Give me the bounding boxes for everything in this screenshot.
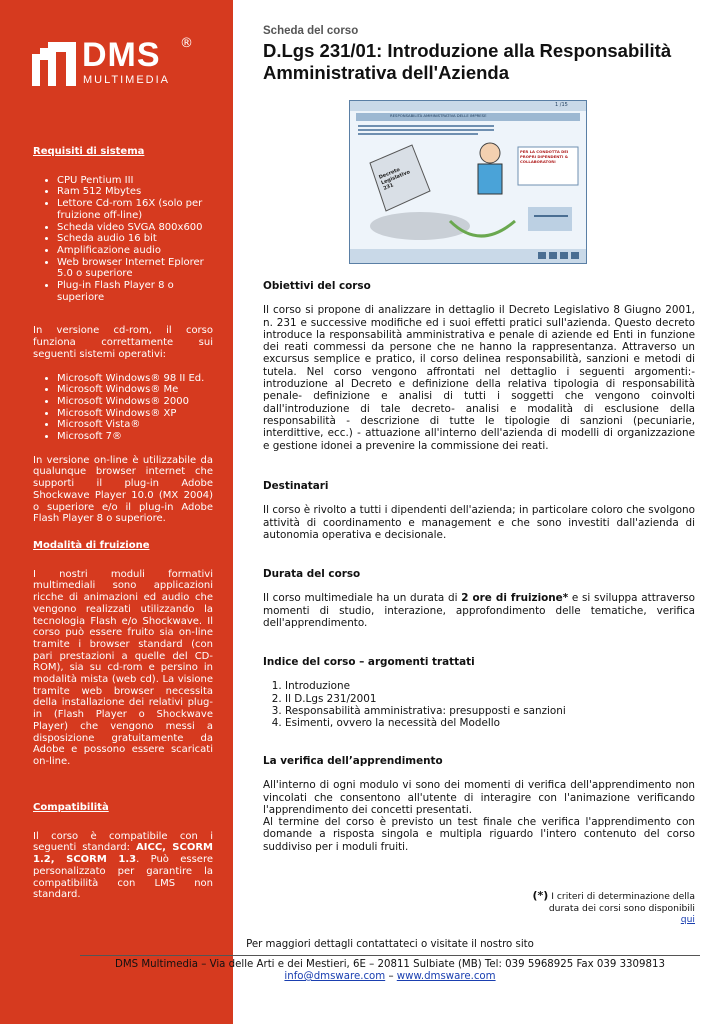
list-item: • Ram 512 Mbytes	[57, 186, 213, 198]
objectives-text: Il corso si propone di analizzare in dettaglio il Decreto Legislativo 8 Giugno 2001, n. 231 e successive modifiche ed i suoi effetti pratici sull'azienda. Questo decreto introduce la responsabilità amministrativa e penale di aziende ed Enti in funzione dei reati commessi da persone che ne hanno la rappresentanza. Attraverso un excursus semplice e pratico, il corso delinea responsabilità, sanzioni e metodi di tutela. Nel corso vengono affrontati nel dettaglio i seguenti argomenti:- introduzione al Decreto e definizione della relativa tipologia di responsabilità penale- definizione e analisi di tutti i soggetti che vengono coinvolti dall'introduzione di tale decreto- analisi e modalità di esclusione della responsabilità - descrizione di tutte le tipologie di sanzioni (pecuniarie, interdittive, ecc.) - attuazione all'interno dell'azienda di modelli di organizzazione e gestione idonei a prevenire la commissione dei reati.	[263, 304, 695, 452]
target-section	[263, 480, 695, 541]
footer-address: DMS Multimedia – Via delle Arti e dei Mestieri, 6E – 20811 Sulbiate (MB) Tel: 039 5968925 Fax 039 3309813	[115, 959, 665, 970]
list-item: • Scheda video SVGA 800x600	[57, 222, 213, 234]
online-text: In versione on-line è utilizzabile da qualunque browser internet che supporti il plug-in Adobe Shockwave Player 10.0 (MX 2004) o superiore e/o il plug-in Adobe Flash Player 8 o superiore.	[33, 454, 213, 525]
website-link[interactable]: www.dmsware.com	[396, 971, 496, 982]
footer-divider	[80, 955, 700, 956]
index-list	[263, 680, 695, 729]
requirements-section	[33, 146, 213, 525]
target-text: Il corso è rivolto a tutti i dipendenti dell'azienda; in particolare coloro che svolgono attività di coordinamento e management e che sono investiti dall'azienda di autonomia operativa e decisionale.	[263, 504, 695, 541]
duration-title: Durata del corso	[263, 568, 361, 580]
preview-page-number: 1 /15	[555, 102, 568, 108]
index-title: Indice del corso – argomenti trattati	[263, 656, 475, 668]
duration-text: Il corso multimediale ha un durata di 2 ore di fruizione* e si sviluppa attraverso momenti di studio, interazione, approfondimento delle tematiche, verifica dell'apprendimento.	[263, 592, 695, 629]
list-item: • Microsoft Windows® Me	[57, 384, 213, 396]
preview-box-title: PER LA CONDOTTA DEI PROPRI DIPENDENTI & COLLABORATORI	[520, 149, 569, 164]
logo-name: DMS	[82, 36, 161, 74]
sidebar	[0, 0, 233, 1024]
index-section	[263, 656, 695, 729]
list-item: • Microsoft Windows® XP	[57, 408, 213, 420]
page-title: D.Lgs 231/01: Introduzione alla Responsabilità Amministrativa dell'Azienda	[263, 40, 672, 83]
duration-section	[263, 568, 695, 629]
logo-registered: ®	[180, 36, 193, 51]
verification-text-1: All'interno di ogni modulo vi sono dei momenti di verifica dell'apprendimento non vincolati che consentono all'utente di interagire con l'animazione verificando l'apprendimento dei concetti presentati.	[263, 779, 695, 816]
course-kicker: Scheda del corso	[263, 25, 359, 37]
list-item: • Plug-in Flash Player 8 o superiore	[57, 280, 213, 303]
objectives-section	[263, 280, 695, 452]
requirements-list	[33, 175, 213, 304]
dms-logo	[30, 36, 200, 88]
preview-book-title: Decreto Legislativo 231	[378, 166, 412, 192]
target-title: Destinatari	[263, 480, 329, 492]
list-item: • Microsoft Vista®	[57, 419, 213, 431]
compat-standards: AICC, SCORM 1.2, SCORM 1.3	[33, 842, 213, 866]
footnote-link[interactable]: qui	[680, 914, 695, 925]
objectives-title: Obiettivi del corso	[263, 280, 371, 292]
compat-section	[33, 802, 213, 901]
mode-text: I nostri moduli formativi multimediali sono applicazioni ricche di animazioni ed audio che vengono realizzati utilizzando la tecnologia Flash e/o Shockwave. Il corso può essere fruito sia on-line tramite i browser standard (con pari prestazioni a quelle del CD-ROM), sia su cd-rom e persino in modalità mista (web cd). La visione tramite web browser necessita della installazione dei relativi plug-in (Flash Player o Shockwave Player) che vengono messi a disposizione gratuitamente da Adobe e possono essere scaricati on-line.	[33, 568, 213, 767]
requirements-title: Requisiti di sistema	[33, 146, 145, 157]
list-item: • Amplificazione audio	[57, 245, 213, 257]
cdrom-text: In versione cd-rom, il corso funziona correttamente sui seguenti sistemi operativi:	[33, 325, 213, 360]
mode-title: Modalità di fruizione	[33, 540, 150, 551]
duration-footnote	[505, 890, 695, 926]
list-item: • Microsoft Windows® 98 II Ed.	[57, 373, 213, 385]
list-item: • Web browser Internet Eplorer 5.0 o superiore	[57, 257, 213, 280]
preview-top-label: RESPONSABILITÀ AMMINISTRATIVA DELLE IMPRESE	[390, 113, 487, 118]
dms-logo-icon	[30, 40, 78, 88]
verification-section	[263, 755, 695, 853]
footer-contact-text: Per maggiori dettagli contattateci o visitate il nostro sito	[246, 939, 534, 950]
verification-title: La verifica dell’apprendimento	[263, 755, 443, 767]
compat-title: Compatibilità	[33, 802, 109, 813]
list-item: 1. Introduzione	[285, 680, 695, 692]
course-preview-image	[349, 100, 587, 264]
verification-text-2: Al termine del corso è previsto un test finale che verifica l'apprendimento con domande a risposta singola e multipla riguardo l'intero contenuto del corso suddiviso per i moduli fruiti.	[263, 816, 695, 853]
mode-section	[33, 540, 213, 768]
list-item: 3. Responsabilità amministrativa: presupposti e sanzioni	[285, 705, 695, 717]
email-link[interactable]: info@dmsware.com	[284, 971, 386, 982]
list-item: 2. Il D.Lgs 231/2001	[285, 693, 695, 705]
duration-hours: 2 ore di fruizione*	[461, 592, 569, 605]
list-item: • Lettore Cd-rom 16X (solo per fruizione off-line)	[57, 198, 213, 221]
list-item: • CPU Pentium III	[57, 175, 213, 187]
footnote-mark: (*)	[532, 889, 549, 902]
list-item: • Scheda audio 16 bit	[57, 233, 213, 245]
footer-links: info@dmsware.com – www.dmsware.com	[284, 971, 496, 982]
list-item: • Microsoft Windows® 2000	[57, 396, 213, 408]
footnote-text: I criteri di determinazione della durata dei corsi sono disponibili	[548, 891, 695, 914]
logo-subtitle: MULTIMEDIA	[83, 74, 171, 86]
list-item: 4. Esimenti, ovvero la necessità del Modello	[285, 717, 695, 729]
compat-text: Il corso è compatibile con i seguenti standard: AICC, SCORM 1.2, SCORM 1.3. Può essere personalizzato per garantire la compatibilità con LMS non standard.	[33, 830, 213, 901]
list-item: • Microsoft 7®	[57, 431, 213, 443]
footer	[80, 939, 700, 983]
os-list	[33, 373, 213, 443]
